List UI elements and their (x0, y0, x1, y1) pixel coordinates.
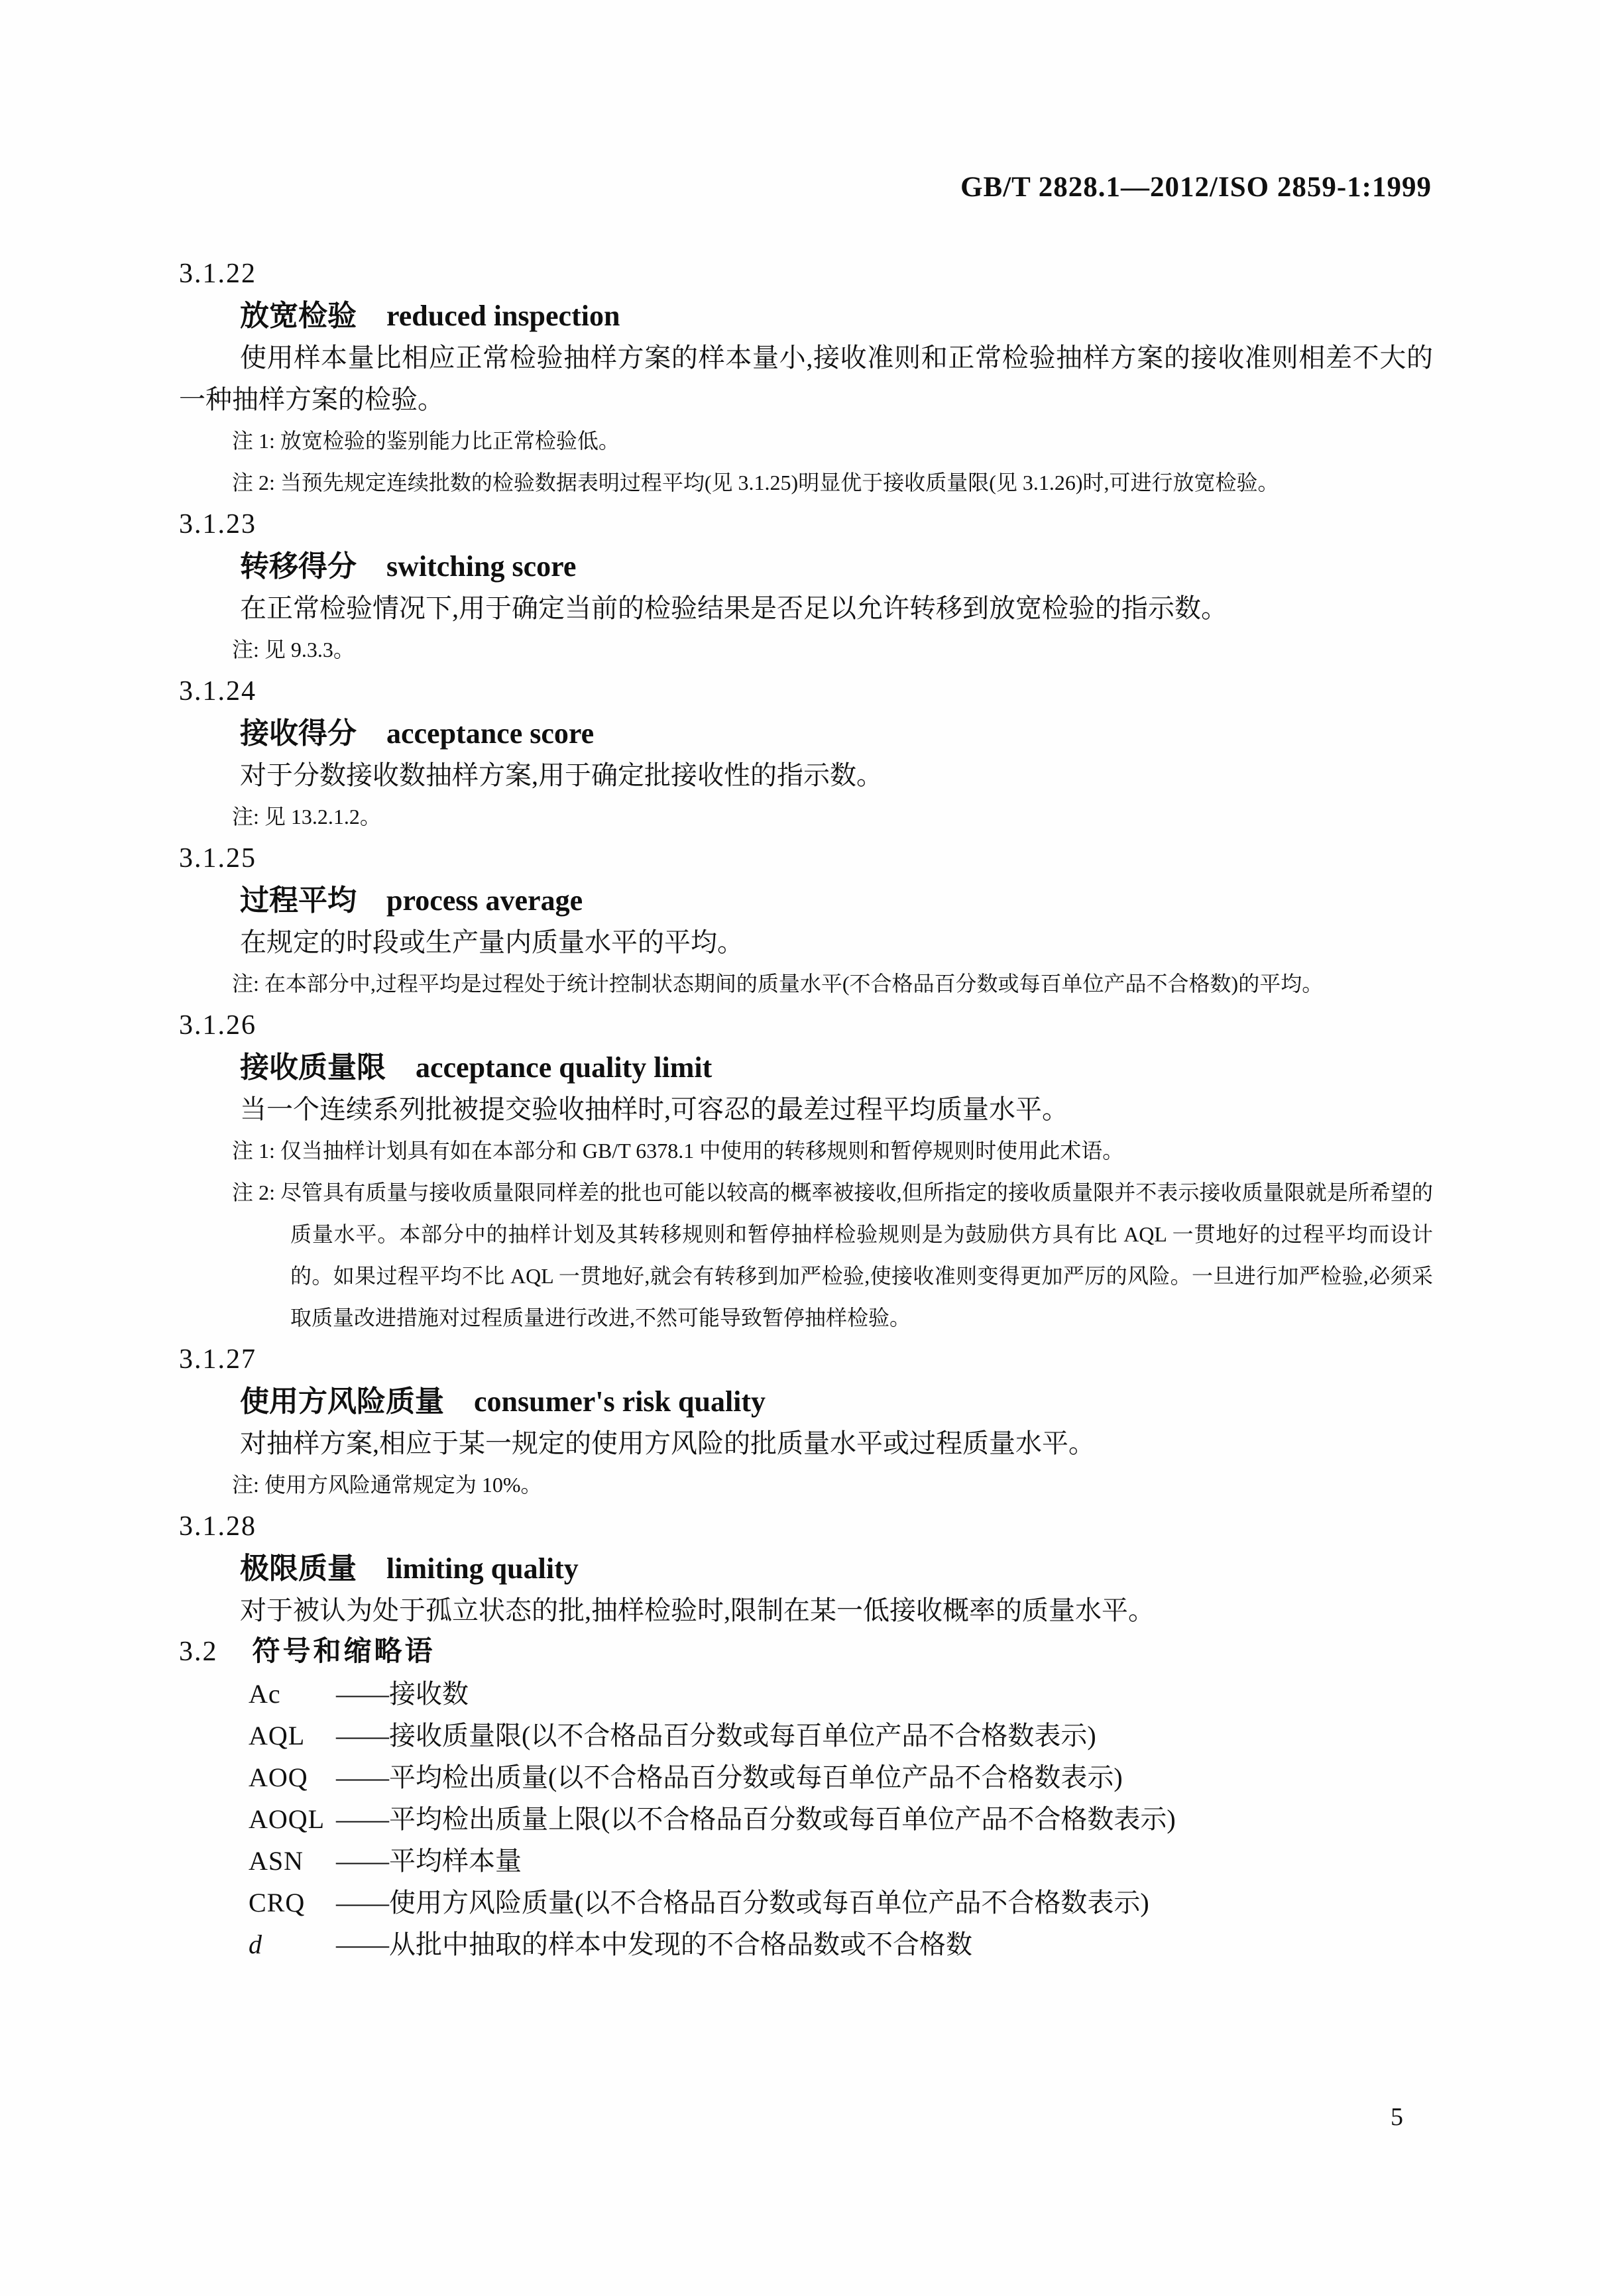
symbol-row (179, 1756, 1433, 1798)
page-content (179, 253, 1433, 1965)
symbol-row (179, 1673, 1433, 1715)
symbol-description: ——从批中抽取的样本中发现的不合格品数或不合格数 (336, 1929, 972, 1959)
symbol-row (179, 1715, 1433, 1756)
term-heading (179, 713, 1433, 754)
term-chinese: 接收得分 (240, 717, 357, 750)
definition-text: 当一个连续系列批被提交验收抽样时,可容忍的最差过程平均质量水平。 (240, 1094, 1068, 1124)
definition-text: 对于被认为处于孤立状态的批,抽样检验时,限制在某一低接收概率的质量水平。 (240, 1595, 1155, 1625)
note-text: 注 1: 仅当抽样计划具有如在本部分和 GB/T 6378.1 中使用的转移规则和暂停规则时使用此术语。 (232, 1139, 1124, 1163)
subsection-title: 符号和缩略语 (252, 1636, 435, 1667)
definition-text: 在规定的时段或生产量内质量水平的平均。 (240, 927, 744, 957)
note-text: 注: 见 13.2.1.2。 (232, 805, 381, 829)
definition-text: 使用样本量比相应正常检验抽样方案的样本量小,接收准则和正常检验抽样方案的接收准则相差不大的一种抽样方案的检验。 (179, 343, 1433, 414)
term-english: acceptance quality limit (416, 1051, 713, 1084)
section-number: 3.1.24 (179, 676, 257, 707)
term-english: switching score (386, 550, 577, 583)
page-number: 5 (1391, 2103, 1403, 2131)
symbol-row (179, 1882, 1433, 1923)
symbol-description: ——平均样本量 (336, 1846, 522, 1876)
section-number: 3.1.28 (179, 1511, 257, 1542)
symbol-row (179, 1923, 1433, 1965)
symbol-description: ——平均检出质量上限(以不合格品百分数或每百单位产品不合格数表示) (336, 1804, 1176, 1834)
term-heading (179, 880, 1433, 921)
subsection-number: 3.2 (179, 1636, 218, 1667)
term-chinese: 过程平均 (240, 884, 357, 917)
subsection-heading (179, 1631, 1433, 1673)
symbol-d: d (249, 1929, 262, 1959)
section-number: 3.1.26 (179, 1010, 257, 1041)
term-english: acceptance score (386, 717, 595, 750)
section-3-1-23 (179, 504, 1433, 671)
section-3-1-27 (179, 1339, 1433, 1506)
section-3-1-28 (179, 1506, 1433, 1631)
term-english: limiting quality (386, 1552, 579, 1585)
symbol-asn: ASN (249, 1846, 304, 1876)
note-text: 注: 使用方风险通常规定为 10%。 (232, 1473, 542, 1497)
symbol-description: ——平均检出质量(以不合格品百分数或每百单位产品不合格数表示) (336, 1762, 1123, 1792)
note-text: 注 2: 尽管具有质量与接收质量限同样差的批也可能以较高的概率被接收,但所指定的接收质量限并不表示接收质量限就是所希望的质量水平。本部分中的抽样计划及其转移规则和暂停抽样检验规则是为鼓励供方具有比 AQL 一贯地好的过程平均而设计的。如果过程平均不比 AQL 一贯地好,就会有转移到加严检验,使接收准则变得更加严厉的风险。一旦进行加严检验,必须采取质量改进措施对过程质量进行改进,不然可能导致暂停抽样检验。 (232, 1180, 1433, 1330)
term-english: reduced inspection (386, 300, 620, 332)
section-3-1-22 (179, 253, 1433, 504)
symbol-aoq: AOQ (249, 1762, 308, 1792)
term-heading (179, 295, 1433, 337)
term-heading (179, 1548, 1433, 1589)
term-chinese: 转移得分 (240, 550, 357, 583)
section-3-1-25 (179, 838, 1433, 1005)
section-3-1-24 (179, 671, 1433, 838)
symbol-description: ——接收数 (336, 1679, 469, 1709)
note-text: 注: 在本部分中,过程平均是过程处于统计控制状态期间的质量水平(不合格品百分数或每百单位产品不合格数)的平均。 (232, 972, 1324, 996)
term-english: process average (386, 884, 583, 917)
term-heading (179, 1047, 1433, 1088)
symbol-row (179, 1840, 1433, 1882)
section-3-2-symbols (179, 1631, 1433, 1965)
note-text: 注 1: 放宽检验的鉴别能力比正常检验低。 (232, 429, 620, 453)
term-heading (179, 545, 1433, 587)
section-number: 3.1.25 (179, 843, 257, 874)
term-english: consumer's risk quality (474, 1385, 766, 1418)
symbol-row (179, 1798, 1433, 1840)
symbol-aql: AQL (249, 1721, 306, 1751)
symbol-description: ——使用方风险质量(以不合格品百分数或每百单位产品不合格数表示) (336, 1888, 1149, 1918)
definition-text: 对于分数接收数抽样方案,用于确定批接收性的指示数。 (240, 760, 883, 790)
section-number: 3.1.23 (179, 509, 257, 540)
section-number: 3.1.27 (179, 1344, 257, 1375)
symbol-ac: Ac (249, 1679, 281, 1709)
term-chinese: 放宽检验 (240, 300, 357, 332)
term-chinese: 极限质量 (240, 1552, 357, 1585)
definition-text: 在正常检验情况下,用于确定当前的检验结果是否足以允许转移到放宽检验的指示数。 (240, 593, 1228, 623)
note-text: 注 2: 当预先规定连续批数的检验数据表明过程平均(见 3.1.25)明显优于接收质量限(见 3.1.26)时,可进行放宽检验。 (232, 471, 1279, 494)
standard-code-header: GB/T 2828.1—2012/ISO 2859-1:1999 (960, 172, 1432, 203)
term-heading (179, 1381, 1433, 1422)
symbol-crq: CRQ (249, 1888, 306, 1918)
term-chinese: 使用方风险质量 (240, 1385, 444, 1418)
section-3-1-26 (179, 1005, 1433, 1339)
note-text: 注: 见 9.3.3。 (232, 638, 355, 661)
term-chinese: 接收质量限 (240, 1051, 386, 1084)
section-number: 3.1.22 (179, 258, 257, 289)
symbol-description: ——接收质量限(以不合格品百分数或每百单位产品不合格数表示) (336, 1721, 1096, 1751)
symbol-aoql: AOQL (249, 1804, 325, 1834)
definition-text: 对抽样方案,相应于某一规定的使用方风险的批质量水平或过程质量水平。 (240, 1428, 1095, 1458)
